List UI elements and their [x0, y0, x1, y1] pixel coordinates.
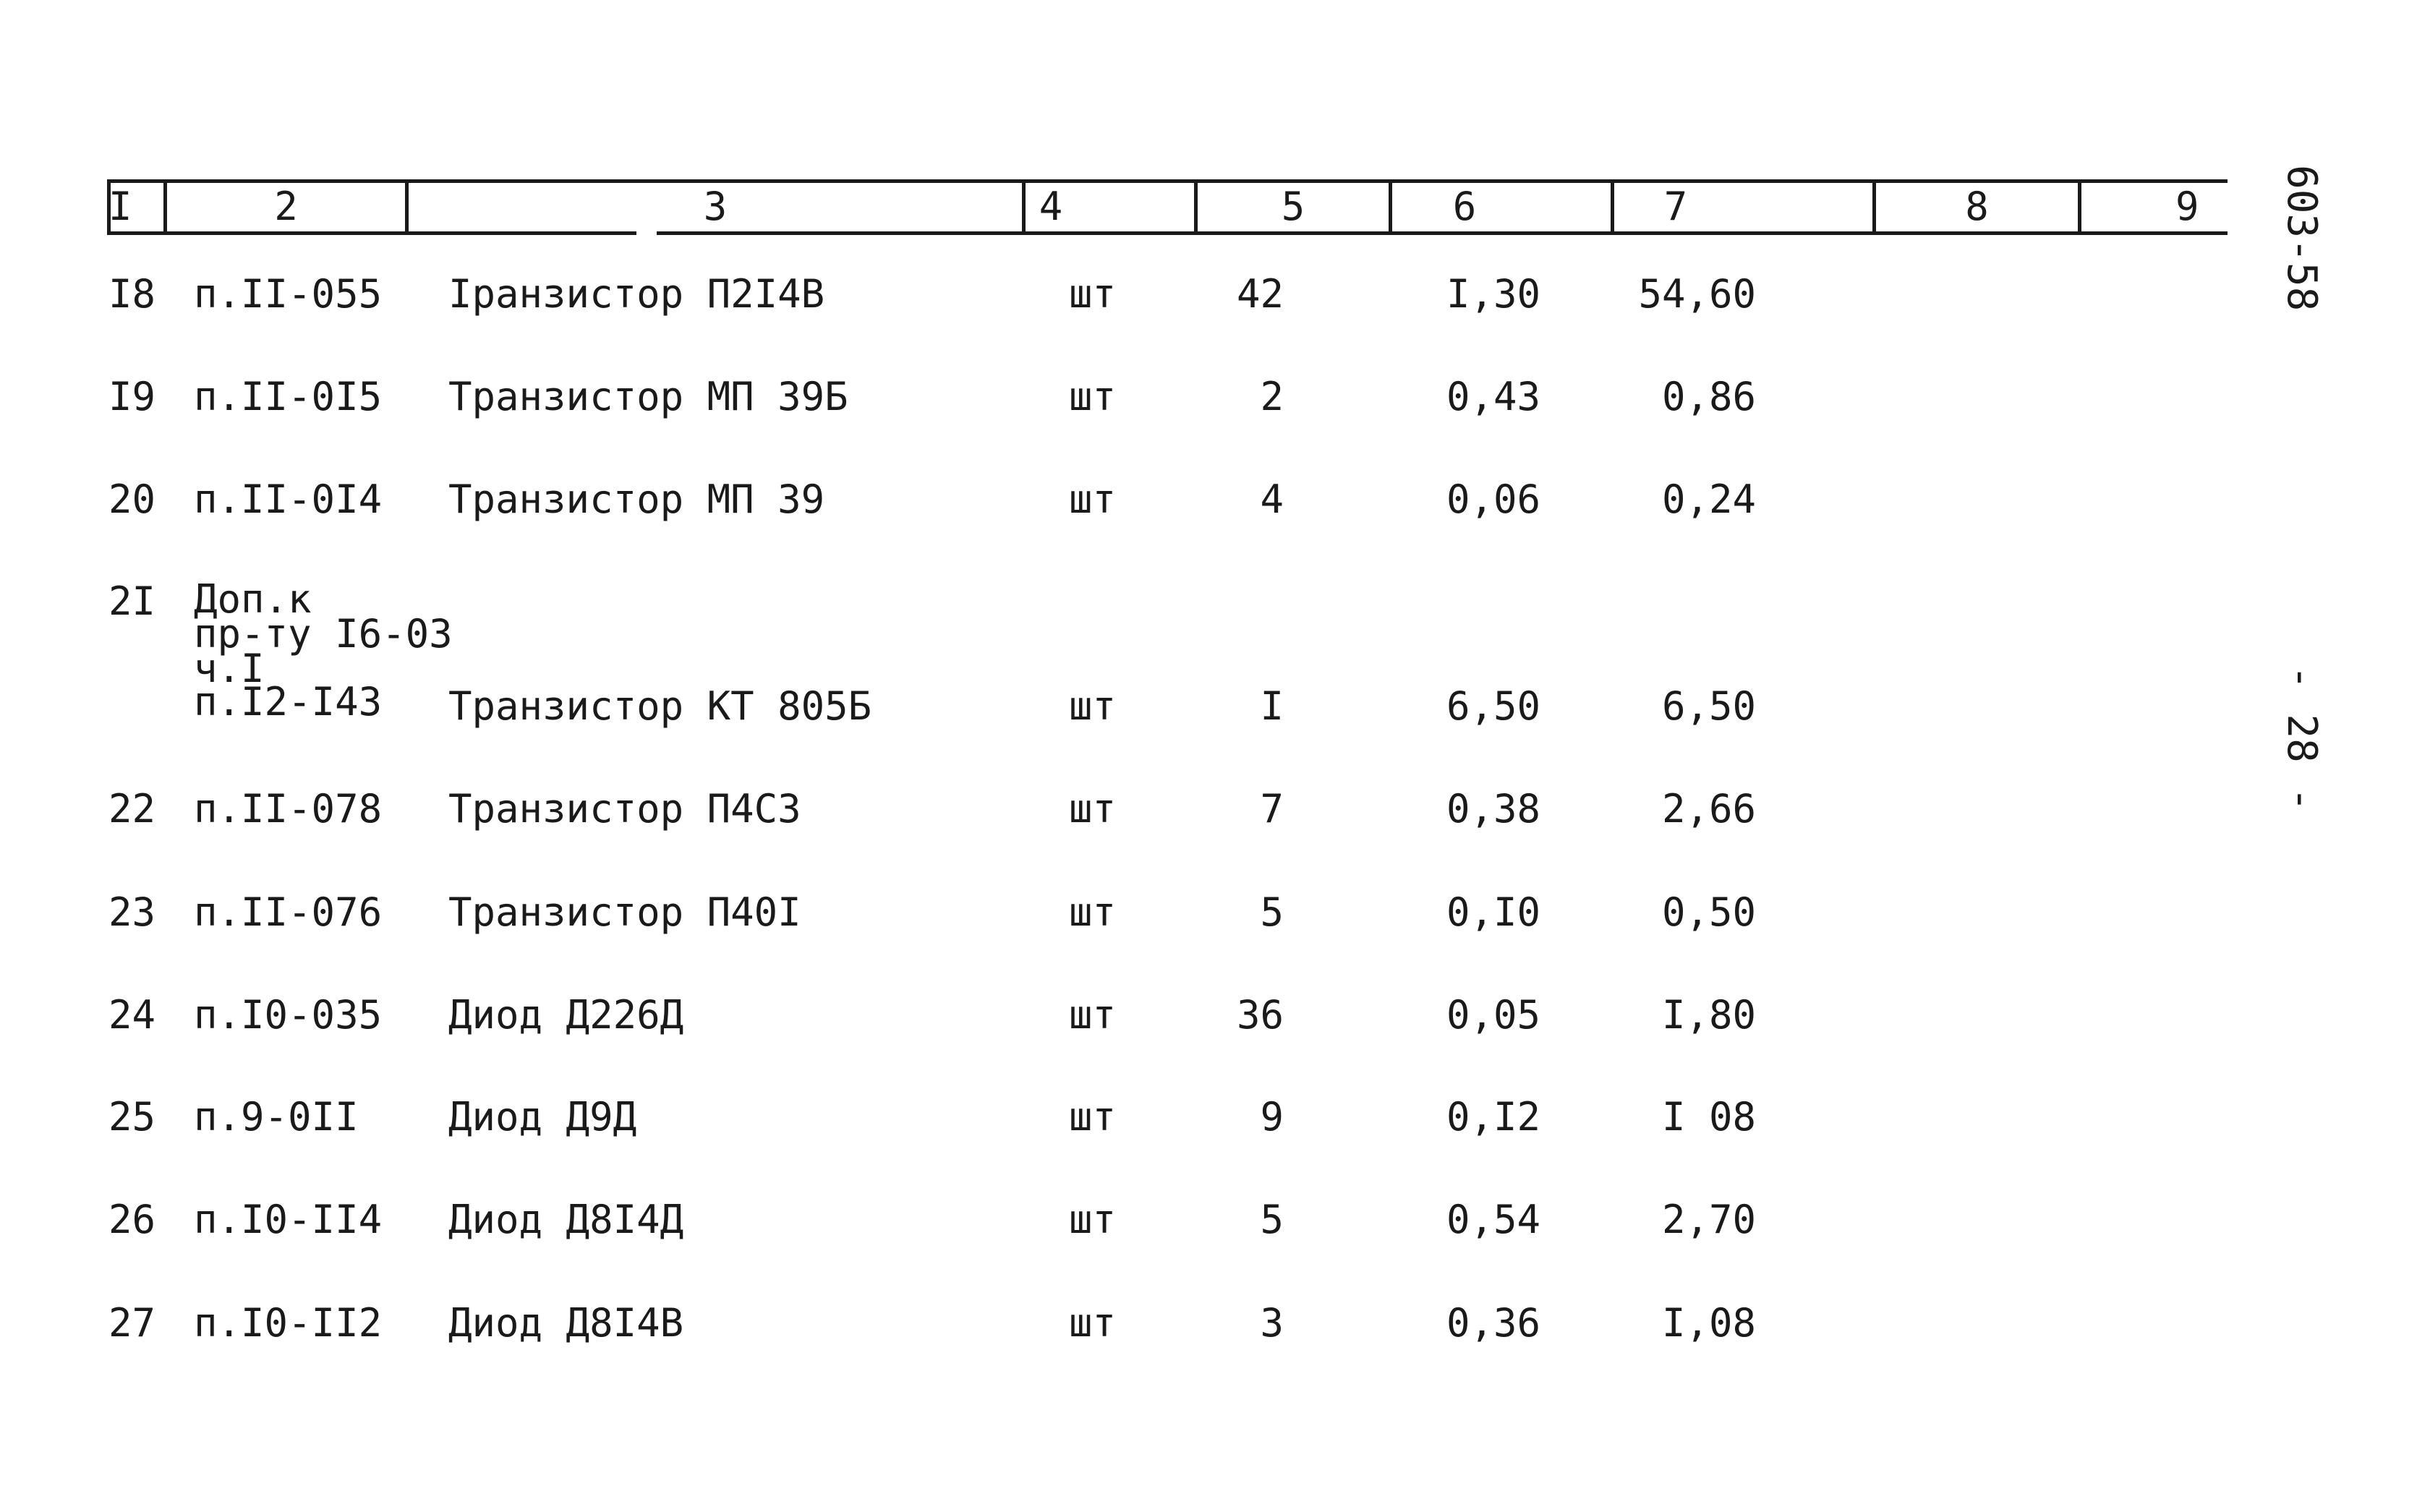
row-reference: п.I0-II2 — [194, 1300, 383, 1346]
header-col-2: 2 — [274, 184, 298, 229]
row-unit: шт — [1069, 889, 1117, 935]
row-total: 2,66 — [1661, 786, 1756, 832]
row-unit: шт — [1069, 786, 1117, 832]
row-total: 54,60 — [1638, 271, 1756, 317]
row-quantity: 36 — [1236, 992, 1284, 1038]
row-number: 24 — [108, 992, 156, 1038]
header-col-5: 5 — [1281, 184, 1305, 229]
header-col-9: 9 — [2175, 184, 2199, 229]
row-unit: шт — [1069, 1094, 1117, 1140]
row-item-name: Iранзистор П2I4В — [448, 271, 825, 317]
row-quantity: I — [1260, 683, 1284, 729]
row-reference-line: пр-ту I6-03 — [194, 611, 453, 657]
header-col-4: 4 — [1039, 184, 1063, 229]
row-unit-price: 0,05 — [1446, 992, 1540, 1038]
row-reference: п.II-0I5 — [194, 374, 383, 419]
row-reference: п.I0-035 — [194, 992, 383, 1038]
row-total: 0,24 — [1661, 477, 1756, 522]
row-number: I9 — [108, 374, 156, 419]
header-col-8: 8 — [1965, 184, 1989, 229]
row-quantity: 42 — [1236, 271, 1284, 317]
row-total: 0,50 — [1661, 889, 1756, 935]
row-number: 25 — [108, 1094, 156, 1140]
row-unit-price: 0,38 — [1446, 786, 1540, 832]
document-code: 603-58 — [2278, 165, 2325, 312]
row-number: I8 — [108, 271, 156, 317]
row-quantity: 3 — [1260, 1300, 1284, 1346]
row-item-name: Транзистор П40I — [448, 889, 801, 935]
row-reference-line: Доп.к — [194, 576, 312, 622]
row-quantity: 5 — [1260, 889, 1284, 935]
page-number: - 28 - — [2278, 665, 2325, 812]
row-item-name: Диод Д8I4В — [448, 1300, 684, 1346]
row-unit: шт — [1069, 477, 1117, 522]
row-total: 0,86 — [1661, 374, 1756, 419]
row-item-name: Транзистор П4С3 — [448, 786, 801, 832]
row-reference: п.9-0II — [194, 1094, 359, 1140]
row-number: 23 — [108, 889, 156, 935]
row-item-name: Диод Д226Д — [448, 992, 684, 1038]
row-item-name: Диод Д8I4Д — [448, 1197, 684, 1242]
row-number: 27 — [108, 1300, 156, 1346]
row-unit: шт — [1069, 271, 1117, 317]
row-quantity: 5 — [1260, 1197, 1284, 1242]
row-number: 26 — [108, 1197, 156, 1242]
row-unit-price: 6,50 — [1446, 683, 1540, 729]
row-unit: шт — [1069, 1300, 1117, 1346]
row-unit-price: 0,I0 — [1446, 889, 1540, 935]
row-total: 6,50 — [1661, 683, 1756, 729]
row-unit: шт — [1069, 1197, 1117, 1242]
row-unit-price: I,30 — [1446, 271, 1540, 317]
row-unit-price: 0,43 — [1446, 374, 1540, 419]
row-number: 2I — [108, 578, 156, 624]
row-quantity: 4 — [1260, 477, 1284, 522]
header-col-3: 3 — [703, 184, 728, 229]
header-col-1: I — [108, 184, 132, 229]
row-quantity: 9 — [1260, 1094, 1284, 1140]
row-unit-price: 0,06 — [1446, 477, 1540, 522]
header-col-7: 7 — [1663, 184, 1688, 229]
row-quantity: 2 — [1260, 374, 1284, 419]
rule-gap — [636, 230, 657, 236]
row-number: 20 — [108, 477, 156, 522]
row-item-name: Транзистор МП 39Б — [448, 374, 848, 419]
row-item-name: Диод Д9Д — [448, 1094, 637, 1140]
row-reference: п.I0-II4 — [194, 1197, 383, 1242]
row-unit: шт — [1069, 683, 1117, 729]
header-col-6: 6 — [1452, 184, 1477, 229]
row-total: I 08 — [1661, 1094, 1756, 1140]
row-reference: п.II-055 — [194, 271, 383, 317]
row-total: I,08 — [1661, 1300, 1756, 1346]
row-reference-line: ч.I — [194, 646, 265, 691]
header-top-rule — [107, 179, 2228, 183]
header-bottom-rule — [107, 231, 2228, 235]
row-total: I,80 — [1661, 992, 1756, 1038]
row-item-name: Транзистор МП 39 — [448, 477, 825, 522]
row-unit: шт — [1069, 374, 1117, 419]
row-item-name: Транзистор КТ 805Б — [448, 683, 872, 729]
row-reference: п.II-0I4 — [194, 477, 383, 522]
row-unit-price: 0,54 — [1446, 1197, 1540, 1242]
row-unit-price: 0,36 — [1446, 1300, 1540, 1346]
row-quantity: 7 — [1260, 786, 1284, 832]
row-reference: п.II-078 — [194, 786, 383, 832]
row-reference-line: п.I2-I43 — [194, 679, 383, 725]
row-unit: шт — [1069, 992, 1117, 1038]
row-unit-price: 0,I2 — [1446, 1094, 1540, 1140]
row-reference: п.II-076 — [194, 889, 383, 935]
row-number: 22 — [108, 786, 156, 832]
row-total: 2,70 — [1661, 1197, 1756, 1242]
